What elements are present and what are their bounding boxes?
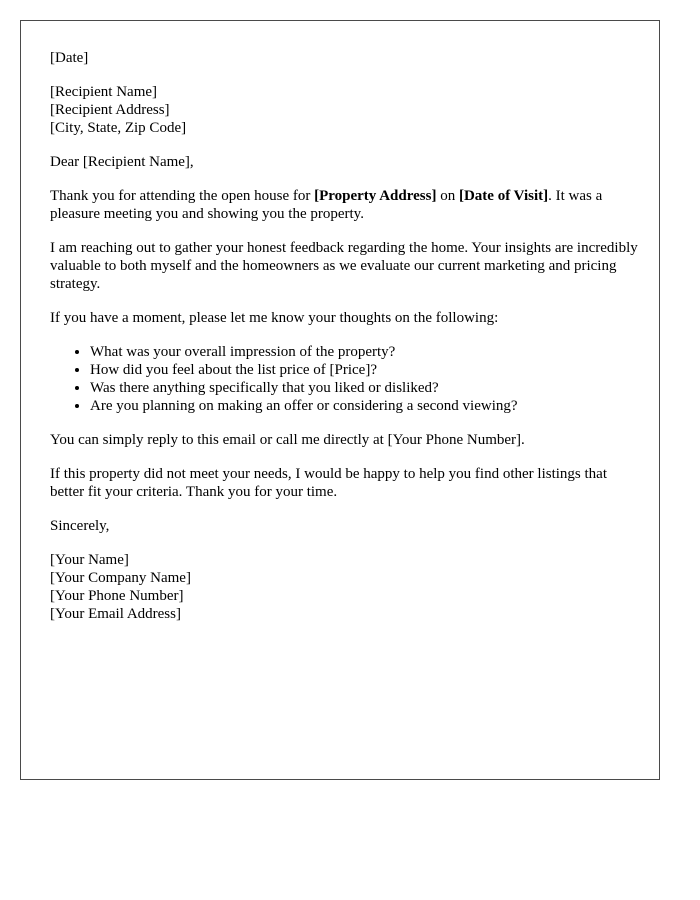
recipient-city-state-zip: [City, State, Zip Code] xyxy=(50,120,187,136)
salutation: Dear [Recipient Name], xyxy=(50,154,194,170)
list-item: • Are you planning on making an offer or considering a second viewing? xyxy=(90,397,640,415)
list-item: • How did you feel about the list price of [Price]? xyxy=(90,361,640,379)
recipient-block xyxy=(50,83,640,137)
list-item: • What was your overall impression of the property? xyxy=(90,343,640,361)
paragraph-thanks xyxy=(50,187,640,223)
letter-date: [Date] xyxy=(50,50,89,66)
sender-company: [Your Company Name] xyxy=(50,570,191,586)
closing: Sincerely, xyxy=(50,518,110,534)
letter-body xyxy=(50,49,640,639)
paragraph-questions-intro: If you have a moment, please let me know your thoughts on the following: xyxy=(50,310,499,326)
sender-name: [Your Name] xyxy=(50,552,129,568)
visit-date-placeholder: [Date of Visit] xyxy=(458,188,549,204)
recipient-name: [Recipient Name] xyxy=(50,84,158,100)
paragraph-alternatives: If this property did not meet your needs, I would be happy to help you find other listings that better fit your criteria. Thank you for your time. xyxy=(50,466,607,500)
paragraph-thanks-text-a: Thank you for attending the open house for xyxy=(50,188,315,204)
sender-email: [Your Email Address] xyxy=(50,606,181,622)
paragraph-feedback-request: I am reaching out to gather your honest feedback regarding the home. Your insights are incredibly valuable to both myself and the homeowners as we evaluate our current marketing and pricing strategy. xyxy=(50,240,638,292)
list-item: • Was there anything specifically that you liked or disliked? xyxy=(90,379,640,397)
property-address-placeholder: [Property Address] xyxy=(314,188,437,204)
sender-phone: [Your Phone Number] xyxy=(50,588,184,604)
signature-block xyxy=(50,551,640,623)
recipient-address: [Recipient Address] xyxy=(50,102,170,118)
paragraph-thanks-text-b: on xyxy=(436,188,459,204)
paragraph-contact: You can simply reply to this email or call me directly at [Your Phone Number]. xyxy=(50,432,525,448)
questions-list xyxy=(50,343,640,415)
paragraph-thanks-text-c: . It was a pleasure meeting you and showing you the property. xyxy=(50,188,603,222)
letter-page xyxy=(20,20,660,780)
